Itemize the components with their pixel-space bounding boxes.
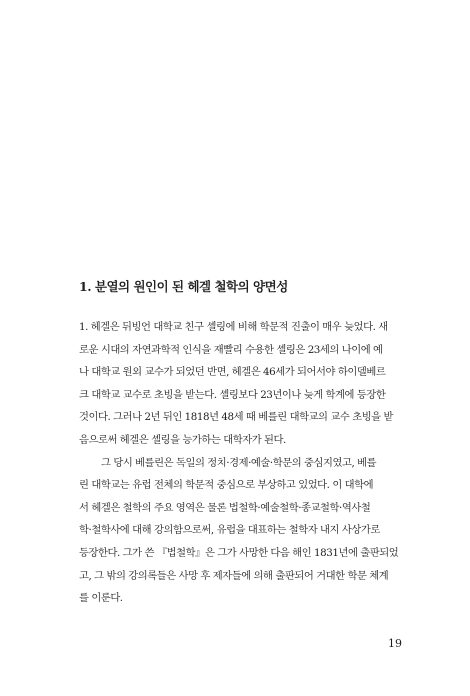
page-number: 19: [388, 637, 402, 650]
section-heading: 1. 분열의 원인이 된 헤겔 철학의 양면성: [79, 279, 288, 294]
text-line: 크 대학교 교수로 초빙을 받는다. 셸링보다 23년이나 늦게 학계에 등장한: [79, 388, 386, 401]
text-line: 서 헤겔은 철학의 주요 영역은 물론 법철학·예술철학·종교철학·역사철: [79, 501, 371, 514]
body-text: [79, 316, 401, 610]
paragraph-2: [79, 452, 401, 610]
text-line: 를 이룬다.: [79, 592, 123, 605]
text-line: 것이다. 그러나 2년 뒤인 1818년 48세 때 베를린 대학교의 교수 초빙을 받: [79, 411, 394, 424]
text-line: 학·철학사에 대해 강의함으로써, 유럽을 대표하는 철학자 내지 사상가로: [79, 524, 380, 537]
text-line: 음으로써 헤겔은 셸링을 능가하는 대학자가 된다.: [79, 433, 286, 446]
text-line: 등장한다. 그가 쓴 『법철학』은 그가 사망한 다음 해인 1831년에 출판되었: [79, 546, 399, 559]
text-line: 린 대학교는 유럽 전체의 학문적 중심으로 부상하고 있었다. 이 대학에: [79, 479, 374, 492]
text-line: 그 당시 베를린은 독일의 정치·경제·예술·학문의 중심지였고, 베를: [101, 456, 377, 469]
text-line: 고, 그 밖의 강의록들은 사망 후 제자들에 의해 출판되어 거대한 학문 체계: [79, 569, 389, 582]
paragraph-1: [79, 316, 401, 452]
text-line: 1. 헤겔은 뒤빙언 대학교 친구 셸링에 비해 학문적 진출이 매우 늦었다. 새: [79, 321, 388, 333]
text-line: 로운 시대의 자연과학적 인식을 재빨리 수용한 셸링은 23세의 나이에 예: [79, 343, 383, 356]
text-line: 나 대학교 원외 교수가 되었던 반면, 헤겔은 46세가 되어서야 하이델베르: [79, 366, 386, 379]
